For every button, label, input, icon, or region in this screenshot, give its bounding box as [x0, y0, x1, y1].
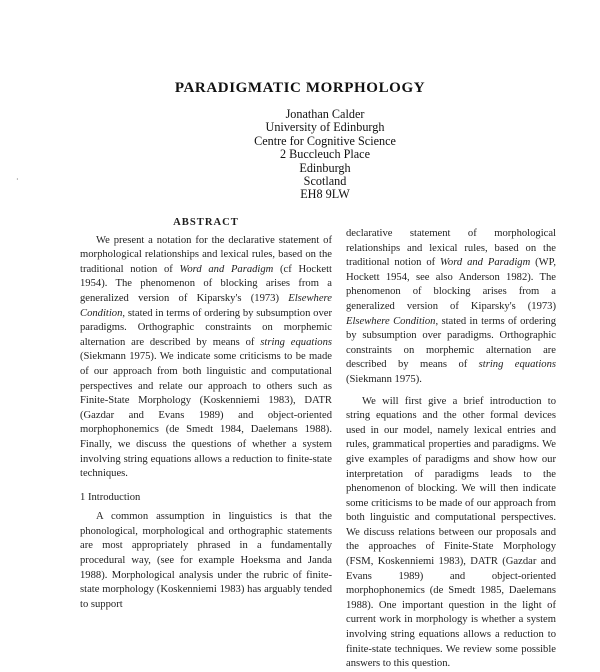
abstract-emphasis: string equations [260, 336, 332, 348]
body-emphasis: string equations [478, 359, 556, 371]
body-text: (Siekmann 1975). [346, 373, 422, 385]
margin-mark: · [16, 175, 19, 184]
abstract-emphasis: Elsewhere Condition [80, 292, 332, 319]
abstract-text: (Siekmann 1975). We indicate some criticisms to be made of our approach from both linguistic and computational perspectives and relate our approach to others such as Finite-State Morphology (Koskenniemi 1983), DATR (Gazdar and Evans 1989) and object-oriented morphophonemics (de Smedt 1984, Daelemans 1988). Finally, we discuss the questions of whether a system involving string equations allows a reduction to finite-state techniques. [80, 351, 332, 480]
affiliation-line: University of Edinburgh [265, 120, 385, 135]
affiliation-line: 2 Buccleuch Place [279, 147, 370, 162]
body-text: (WP, Hockett 1954, see also Anderson 1982). The phenomenon of blocking arises from a generalized version of Kiparsky's (1973) [346, 257, 556, 312]
paragraph-gap [346, 388, 556, 395]
paper-title: PARADIGMATIC MORPHOLOGY [174, 80, 426, 96]
right-column [346, 227, 556, 672]
left-column [80, 216, 332, 612]
abstract-text: We present a notation for the declarative statement of morphological relationships and lexical rules, based on the traditional notion of [80, 234, 332, 275]
abstract-text: , stated in terms of ordering by subsumption over paradigms. Orthographic constraints on morphemic alternation are described by means of [80, 307, 332, 348]
abstract-emphasis: Word and Paradigm [179, 263, 274, 275]
abstract-heading: ABSTRACT [173, 217, 239, 228]
body-paragraph: We will first give a brief introduction to string equations and the other formal devices used in our model, namely lexical entries and rules, grammatical properties and paradigms. We give examples of paradigms and show how our interpretation of paradigms leads to the phenomenon of blocking. We will then indicate some criticisms to be made of our approach from both linguistic and computational perspectives. We discuss relations between our proposals and the approaches of Finite-State Morphology (FSM, Koskenniemi 1983), DATR (Gazdar and Evans 1989) and object-oriented morphophonemics (de Smedt 1985, Daelemans 1988). One important question in the light of current work in morphology is whether a system involving string equations allows a reduction to finite-state techniques. We review some possible answers to this question. [346, 395, 556, 670]
affiliation-line: Scotland [303, 174, 347, 189]
abstract-text: (cf Hockett 1954). The phenomenon of blocking arises from a generalized version of Kiparsky's (1973) [80, 263, 332, 304]
body-text: , stated in terms of ordering by subsumption over paradigms. Orthographic constraints on morphemic alternation are described by means of [346, 315, 556, 371]
intro-paragraph: A common assumption in linguistics is that the phonological, morphological and orthographic statements are most appropriately phrased in a fundamentally procedural way, (see for example Hoeksma and Janda 1988). Morphological analysis under the rubric of finite-state morphology (Koskenniemi 1983) has arguably tended to support [80, 511, 332, 610]
affiliation-line: Centre for Cognitive Science [254, 133, 396, 148]
affiliation-line: Edinburgh [299, 160, 351, 175]
body-text: declarative statement of morphological relationships and lexical rules, based on the traditional notion of [346, 228, 556, 269]
author-name: Jonathan Calder [285, 107, 365, 121]
section-heading: 1 Introduction [80, 491, 141, 503]
body-emphasis: Word and Paradigm [440, 257, 531, 269]
abstract-paragraph [80, 234, 332, 482]
author-block [200, 108, 450, 202]
affiliation-line: EH8 9LW [300, 187, 350, 202]
body-emphasis: Elsewhere Condition [346, 315, 436, 327]
body-paragraph [346, 227, 556, 388]
